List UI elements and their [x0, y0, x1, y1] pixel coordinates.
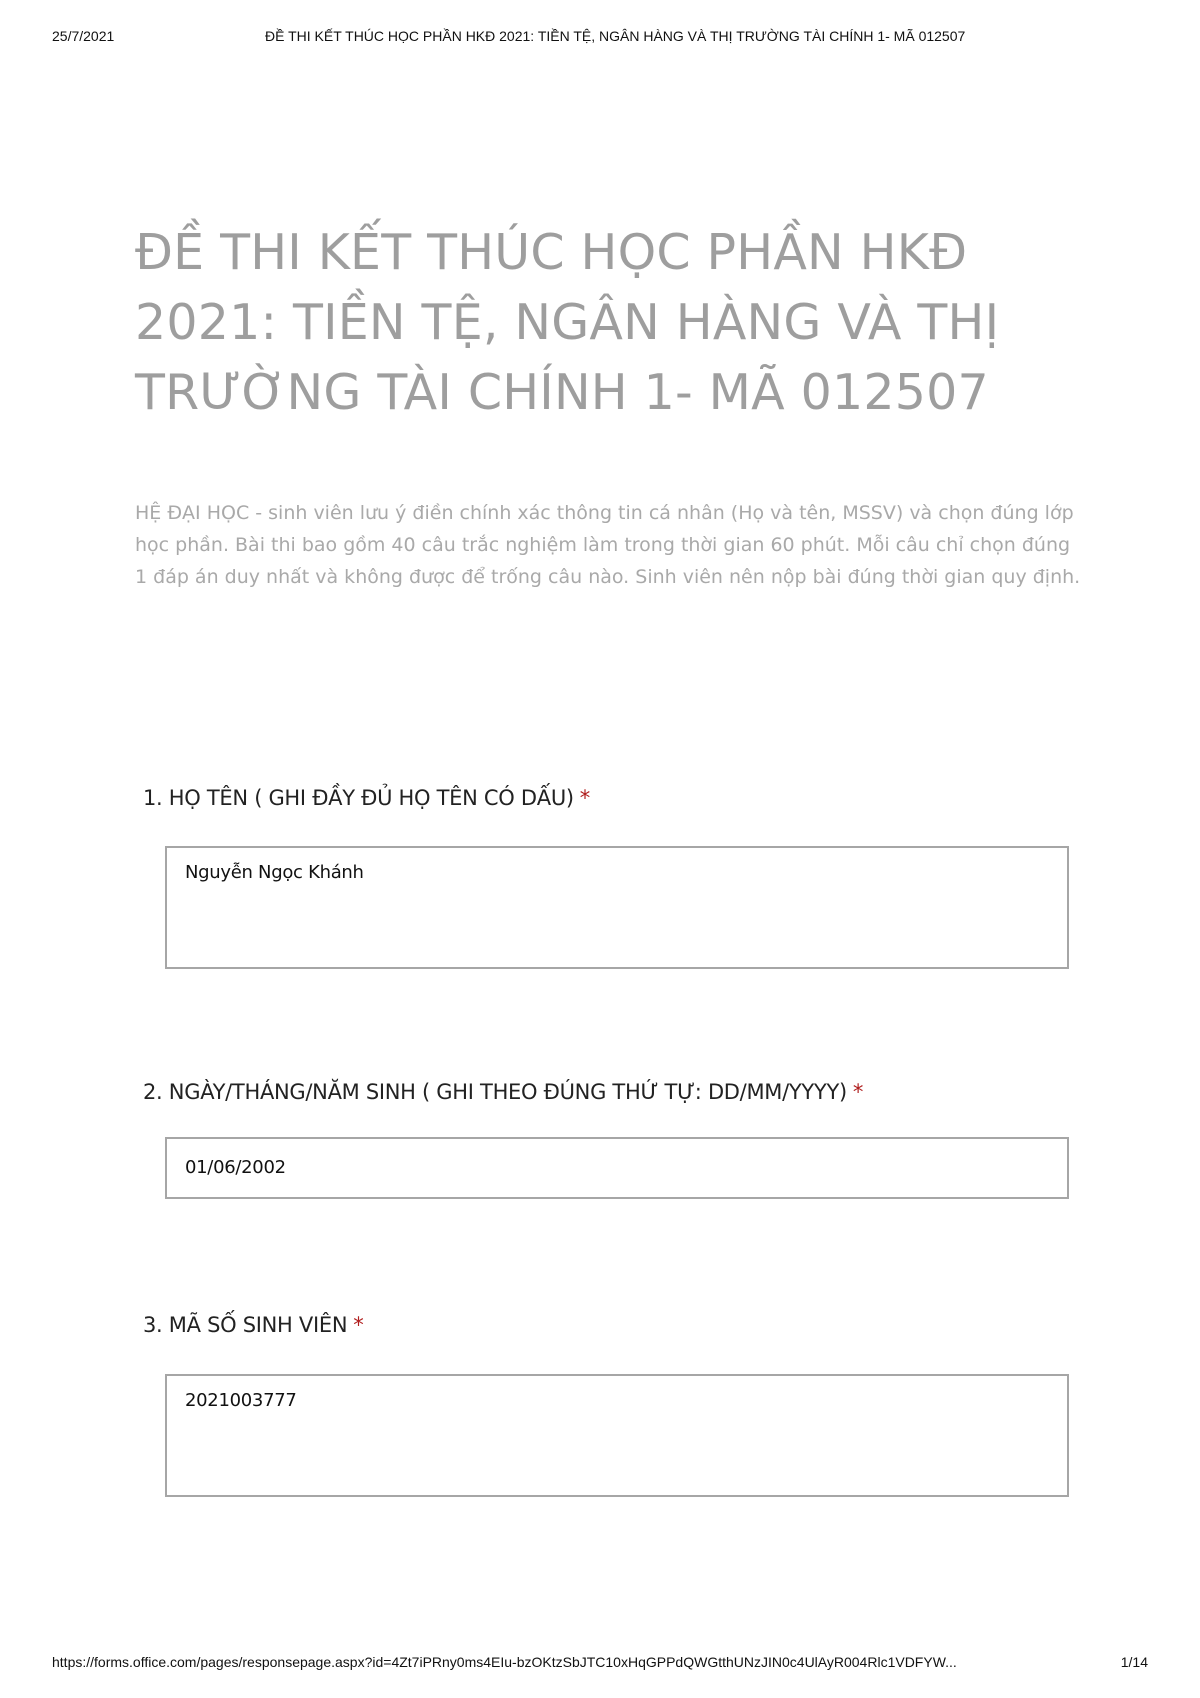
print-footer [52, 1654, 1148, 1674]
student-id-value: 2021003777 [185, 1390, 297, 1411]
full-name-field[interactable] [165, 846, 1069, 969]
question-label [143, 1313, 1073, 1337]
print-date: 25/7/2021 [52, 28, 115, 44]
question-text: 1. HỌ TÊN ( GHI ĐẦY ĐỦ HỌ TÊN CÓ DẤU) [143, 786, 574, 810]
print-header [52, 28, 1148, 48]
student-id-field[interactable] [165, 1374, 1069, 1497]
page-url: https://forms.office.com/pages/responsepage.aspx?id=4Zt7iPRny0ms4EIu-bzOKtzSbJTC10xHqGPPdQWGtthUNzJIN0c4UlAyR004Rlc1VDFYW... [52, 1654, 957, 1670]
question-label [143, 1080, 1073, 1104]
date-of-birth-value: 01/06/2002 [185, 1157, 286, 1178]
question-text: 3. MÃ SỐ SINH VIÊN [143, 1313, 348, 1337]
print-page-title: ĐỀ THI KẾT THÚC HỌC PHẦN HKĐ 2021: TIỀN TỆ, NGÂN HÀNG VÀ THỊ TRƯỜNG TÀI CHÍNH 1- MÃ 012507 [265, 28, 966, 44]
date-of-birth-field[interactable] [165, 1137, 1069, 1199]
required-mark: * [579, 786, 590, 810]
question-text: 2. NGÀY/THÁNG/NĂM SINH ( GHI THEO ĐÚNG THỨ TỰ: DD/MM/YYYY) [143, 1080, 847, 1104]
form-title: ĐỀ THI KẾT THÚC HỌC PHẦN HKĐ 2021: TIỀN TỆ, NGÂN HÀNG VÀ THỊ TRƯỜNG TÀI CHÍNH 1- MÃ 012507 [135, 224, 1000, 421]
required-mark: * [353, 1313, 364, 1337]
page-number: 1/14 [1120, 1654, 1148, 1670]
required-mark: * [852, 1080, 864, 1104]
question-student-id [143, 1313, 1073, 1411]
question-label [143, 786, 1073, 810]
full-name-value: Nguyễn Ngọc Khánh [185, 862, 364, 883]
question-date-of-birth [143, 1080, 1073, 1178]
question-full-name [143, 786, 1073, 883]
form-description: HỆ ĐẠI HỌC - sinh viên lưu ý điền chính xác thông tin cá nhân (Họ và tên, MSSV) và chọn đúng lớp học phần. Bài thi bao gồm 40 câu trắc nghiệm làm trong thời gian 60 phút. Mỗi câu chỉ chọn đúng 1 đáp án duy nhất và không được để trống câu nào. Sinh viên nên nộp bài đúng thời gian quy định. [135, 502, 1081, 588]
